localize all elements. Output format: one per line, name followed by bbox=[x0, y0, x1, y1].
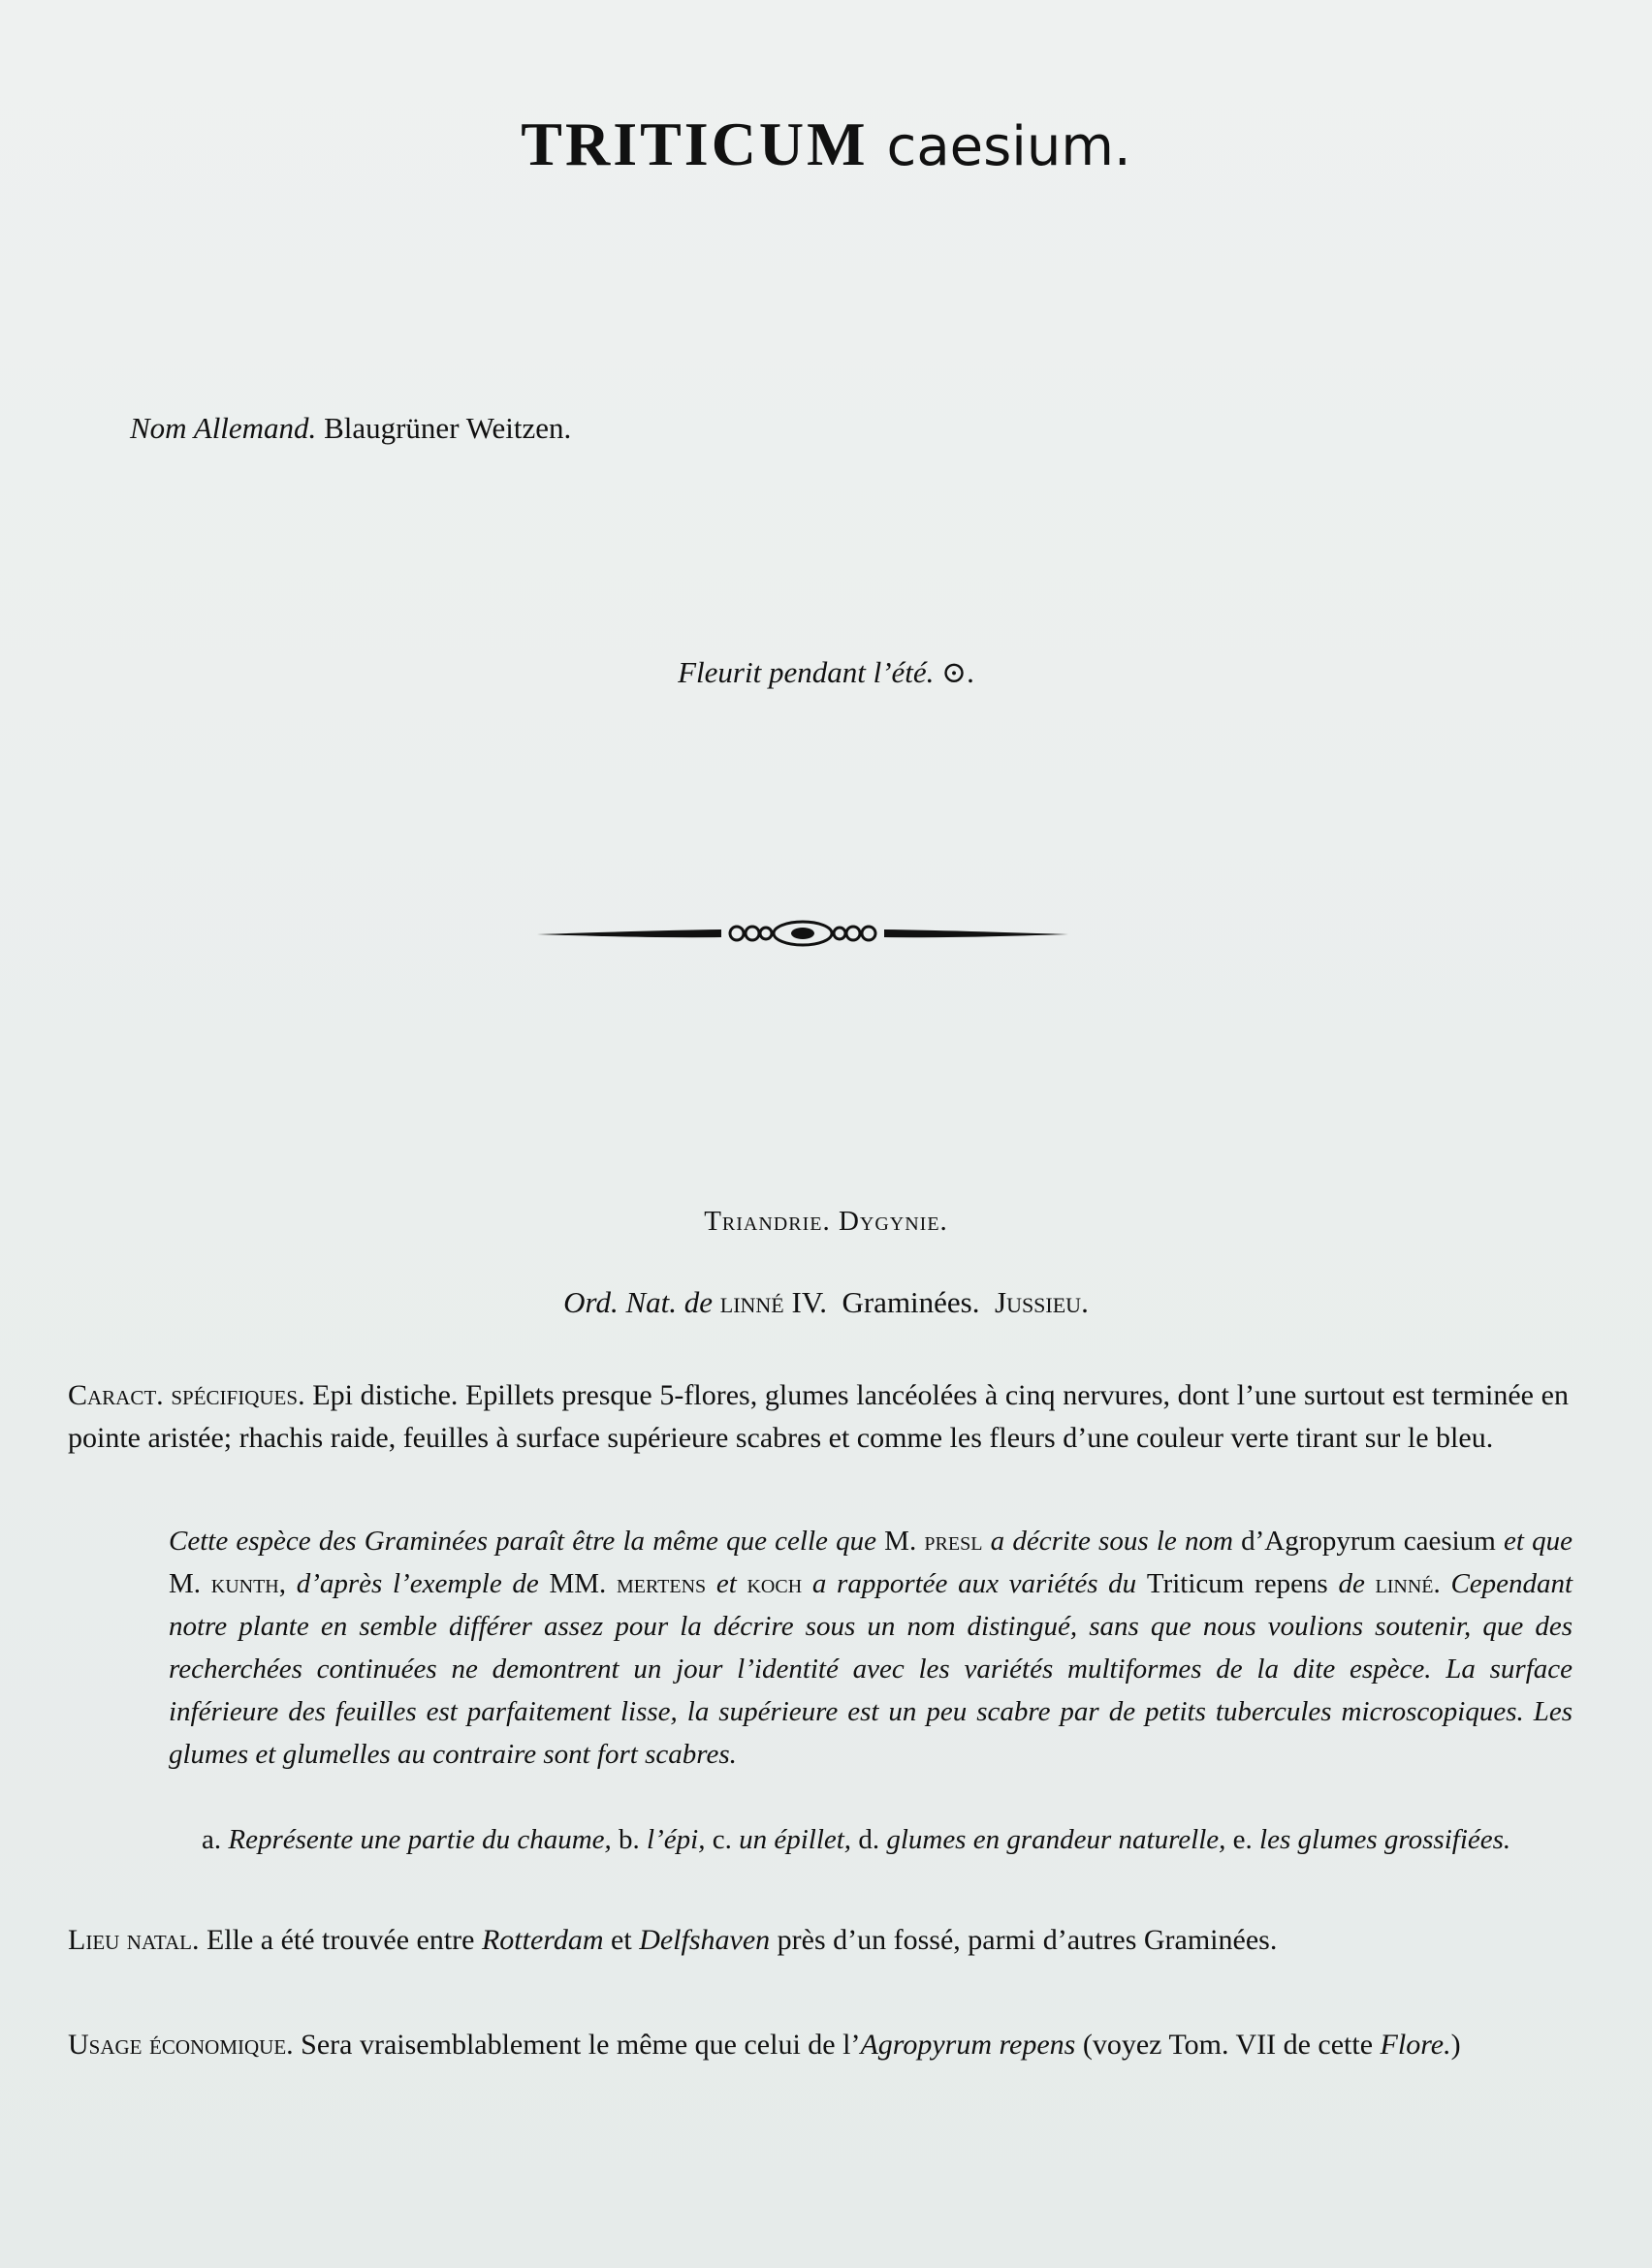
fig-b-text: l’épi, bbox=[647, 1824, 706, 1855]
remark-koch: koch bbox=[747, 1568, 803, 1599]
lieu-label: Lieu natal. bbox=[68, 1924, 200, 1956]
species-epithet: caesium. bbox=[886, 115, 1131, 178]
annual-symbol: ⊙. bbox=[941, 655, 974, 689]
usage-text-3: ) bbox=[1450, 2029, 1461, 2061]
fig-c-text: un épillet, bbox=[739, 1824, 852, 1855]
remark-triticum: Triticum repens bbox=[1146, 1568, 1328, 1599]
linne-name: linné bbox=[719, 1285, 784, 1319]
fig-d-text: glumes en grandeur naturelle, bbox=[886, 1824, 1226, 1855]
jussieu-name: Jussieu. bbox=[995, 1285, 1089, 1319]
fig-d-letter: d. bbox=[858, 1824, 880, 1855]
genus-name: TRITICUM bbox=[521, 110, 869, 178]
usage-text-1: Sera vraisemblablement le même que celui de l’ bbox=[301, 2029, 861, 2061]
ornament-divider-icon bbox=[537, 911, 1068, 956]
usage-flore: Flore. bbox=[1380, 2029, 1451, 2061]
remark-mertens: mertens bbox=[617, 1568, 707, 1599]
remark-kunth: kunth, bbox=[210, 1568, 286, 1599]
fig-b-letter: b. bbox=[619, 1824, 640, 1855]
german-name-line bbox=[130, 411, 571, 446]
flowering-line bbox=[0, 655, 1652, 690]
caract-paragraph bbox=[68, 1374, 1569, 1460]
fig-e-text: les glumes grossifiées. bbox=[1259, 1824, 1511, 1855]
caract-text: Epi distiche. Epillets presque 5-flores, glumes lancéolées à cinq nervures, dont l’une surtout est terminée en pointe aristée; rhachis raide, feuilles à surface supérieure scabres et comme les fleurs d’une couleur verte tirant sur le bleu. bbox=[68, 1379, 1569, 1454]
lieu-paragraph bbox=[68, 1919, 1569, 1962]
usage-text-2: (voyez Tom. VII de cette bbox=[1082, 2029, 1374, 2061]
remark-de: de bbox=[1338, 1568, 1365, 1599]
german-name-label: Nom Allemand. bbox=[130, 411, 317, 445]
remark-text-6: Cependant notre plante en semble différer assez pour la décrire sous un nom distingué, sans que nous voulions soutenir, que des recherchées continuées ne demontrent un jour l’identité avec les variétés multiformes de la dite espèce. La surface inférieure des feuilles est parfaitement lisse, la supérieure est un peu scabre par de petits tubercules microscopiques. Les glumes et glumelles au contraire sont fort scabres. bbox=[169, 1568, 1573, 1770]
page-title bbox=[0, 109, 1652, 180]
remark-paragraph bbox=[169, 1520, 1573, 1776]
class-line: Triandrie. Dygynie. bbox=[704, 1206, 948, 1237]
lieu-place-delfshaven: Delfshaven bbox=[639, 1924, 771, 1956]
remark-linne: linné. bbox=[1375, 1568, 1441, 1599]
remark-text-3: et que bbox=[1504, 1526, 1573, 1557]
remark-presl: presl bbox=[924, 1526, 983, 1557]
fig-a-text: Représente une partie du chaume, bbox=[228, 1824, 612, 1855]
order-prefix: Ord. Nat. de bbox=[563, 1285, 714, 1319]
flowering-text: Fleurit pendant l’été. bbox=[678, 655, 935, 689]
usage-label: Usage économique. bbox=[68, 2029, 294, 2061]
lieu-text-1: Elle a été trouvée entre bbox=[206, 1924, 475, 1956]
remark-mm: MM. bbox=[549, 1568, 607, 1599]
remark-m1: M. bbox=[884, 1526, 917, 1557]
remark-et: et bbox=[715, 1568, 737, 1599]
remark-text-2: a décrite sous le nom bbox=[990, 1526, 1233, 1557]
remark-text-1: Cette espèce des Graminées paraît être la même que celle que bbox=[169, 1526, 876, 1557]
fig-a-letter: a. bbox=[202, 1824, 222, 1855]
remark-agropyrum: d’Agropyrum caesium bbox=[1241, 1526, 1496, 1557]
usage-agropyrum: Agropyrum repens bbox=[860, 2029, 1076, 2061]
remark-m2: M. bbox=[169, 1568, 202, 1599]
usage-paragraph bbox=[68, 2024, 1569, 2066]
order-line bbox=[0, 1285, 1652, 1320]
remark-text-4: d’après l’exemple de bbox=[296, 1568, 539, 1599]
family-name: Graminées. bbox=[842, 1285, 980, 1319]
remark-text-5: a rapportée aux variétés du bbox=[811, 1568, 1137, 1599]
german-name-value: Blaugrüner Weitzen. bbox=[324, 411, 572, 445]
fig-e-letter: e. bbox=[1232, 1824, 1253, 1855]
fig-c-letter: c. bbox=[712, 1824, 732, 1855]
lieu-place-rotterdam: Rotterdam bbox=[481, 1924, 604, 1956]
lieu-text-3: près d’un fossé, parmi d’autres Graminées. bbox=[777, 1924, 1278, 1956]
lieu-text-2: et bbox=[611, 1924, 632, 1956]
order-number: IV. bbox=[791, 1285, 827, 1319]
figure-legend bbox=[202, 1818, 1573, 1861]
caract-label: Caract. spécifiques. bbox=[68, 1379, 305, 1411]
